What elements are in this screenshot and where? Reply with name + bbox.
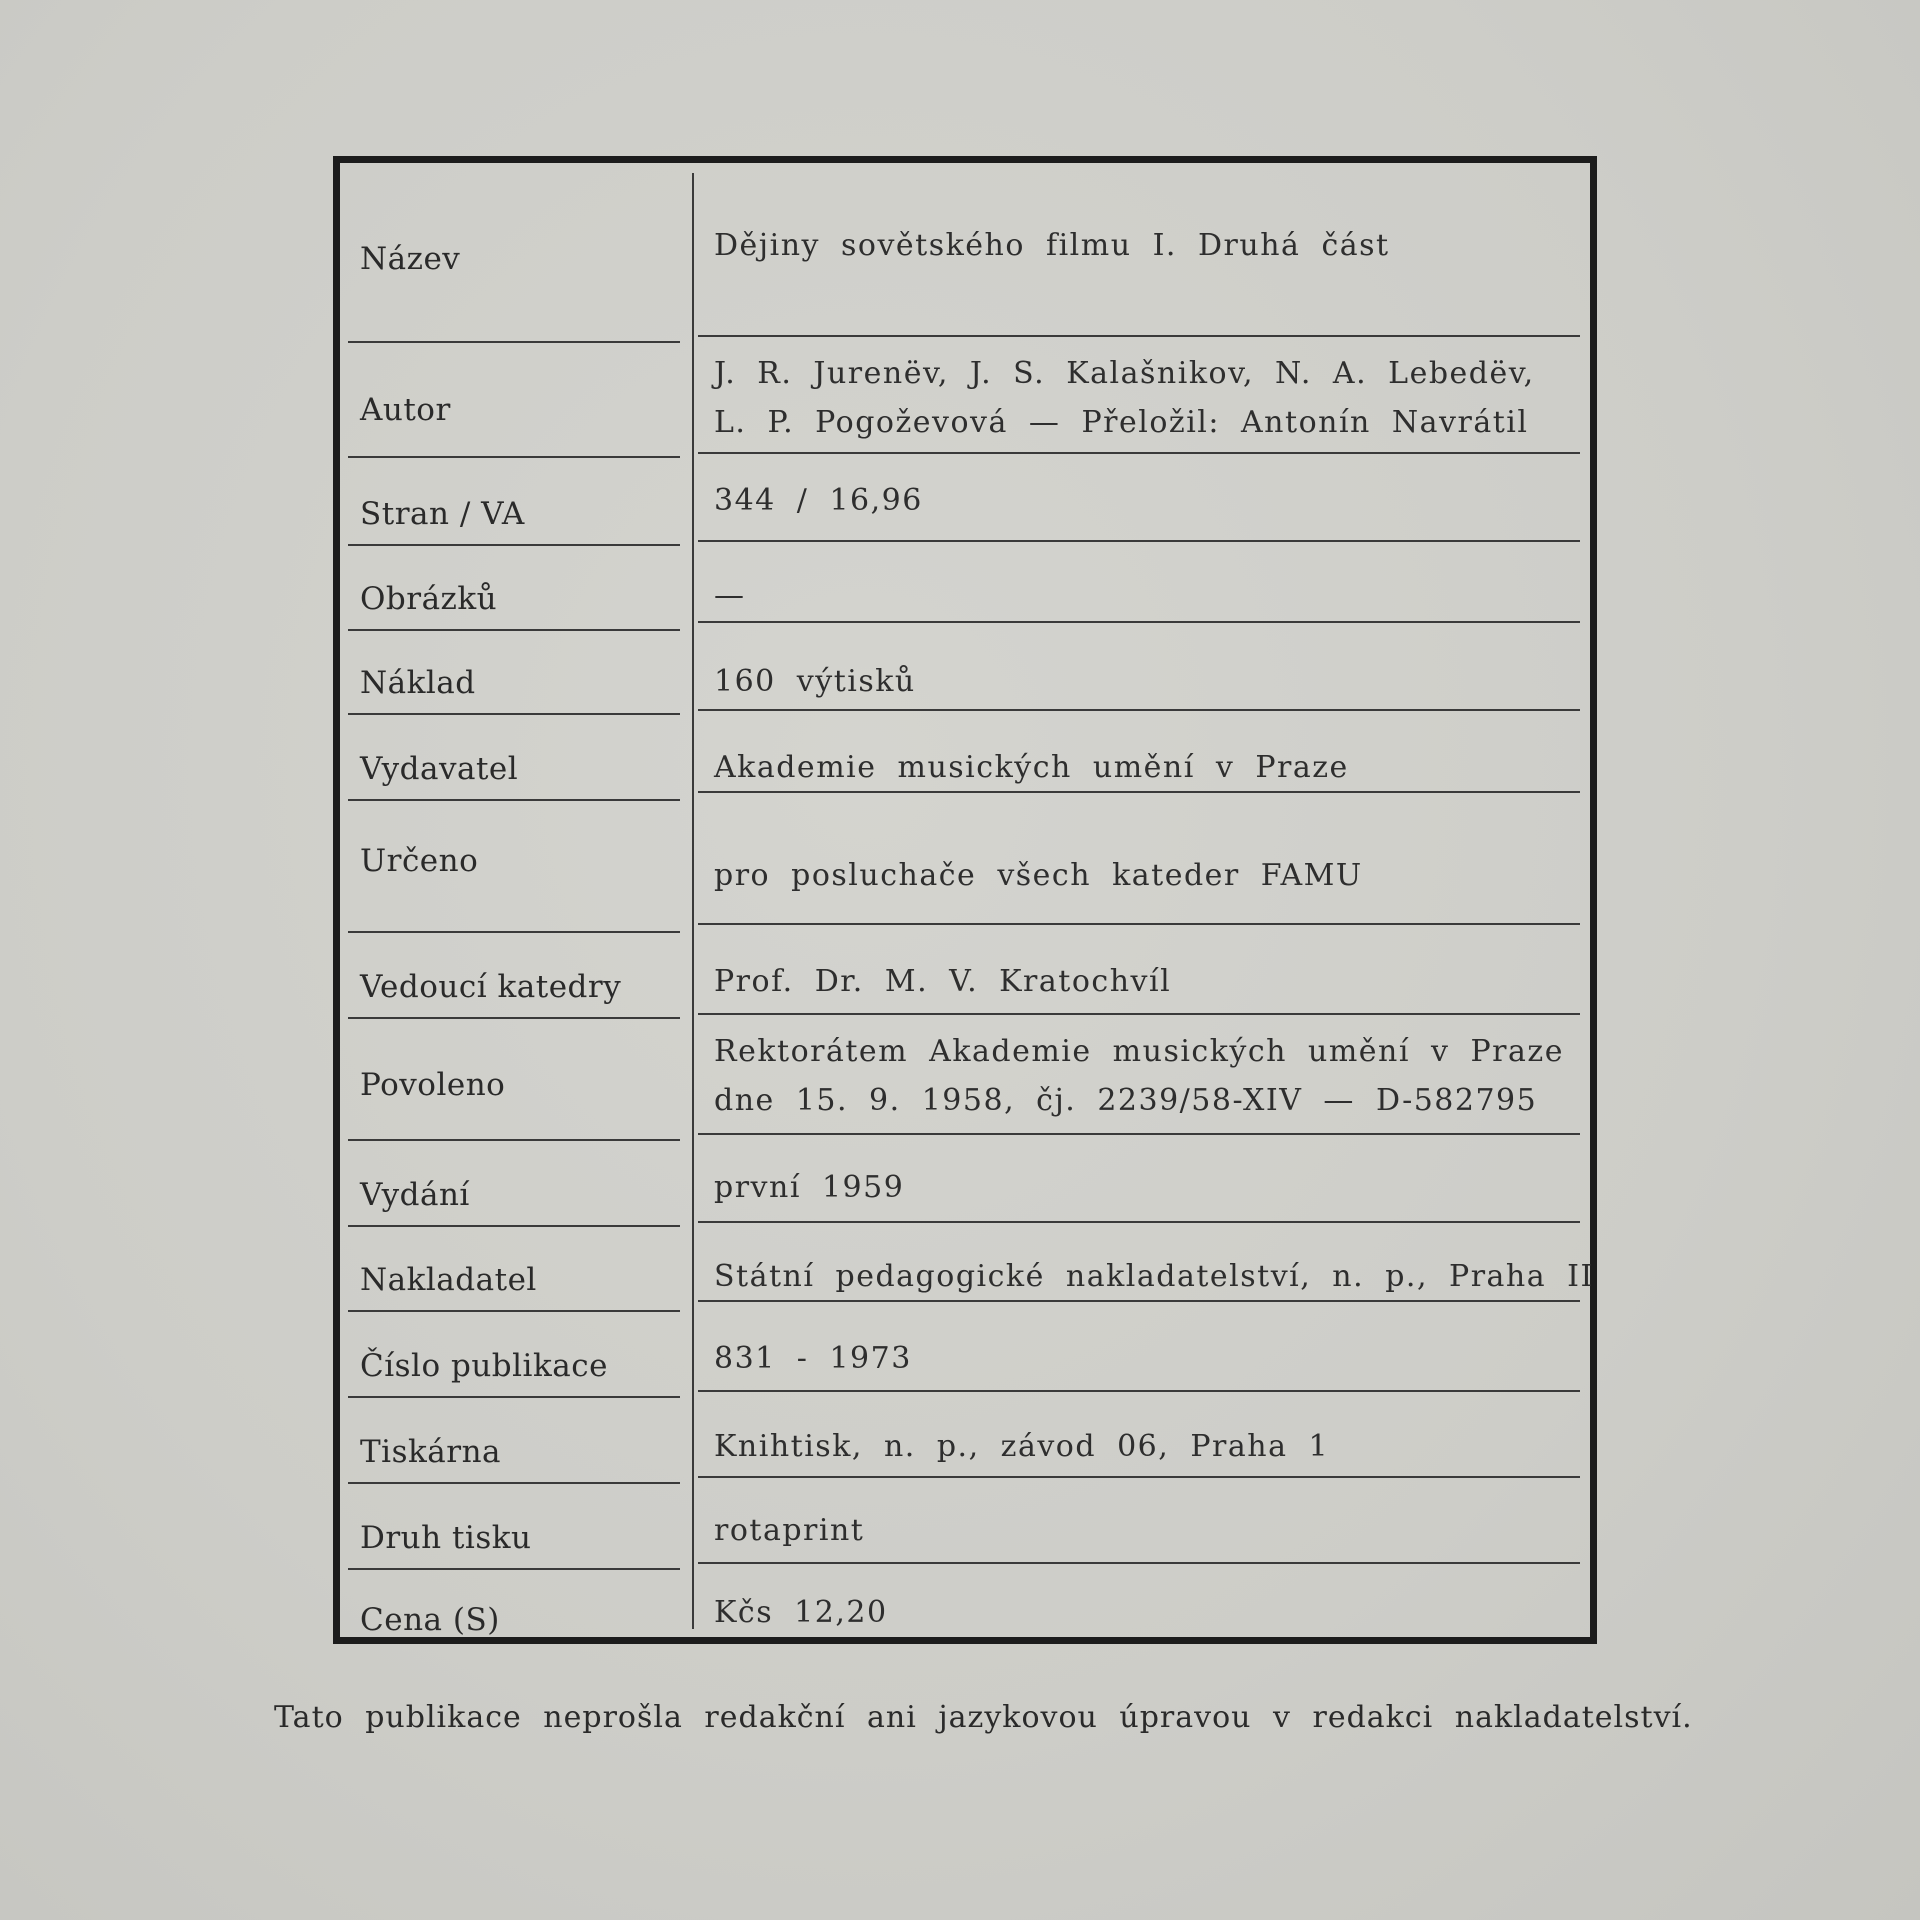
value-cell: [698, 458, 1580, 542]
value-cell: [698, 1019, 1580, 1135]
label-cell: [348, 546, 680, 631]
row-label: Vydavatel: [360, 751, 519, 787]
label-cell: [348, 933, 680, 1019]
row-value: rotaprint: [714, 1513, 865, 1548]
row-value: 831 - 1973: [714, 1341, 912, 1376]
row-value: [714, 349, 1535, 447]
row-cena: [340, 1570, 1590, 1644]
row-label: Nakladatel: [360, 1262, 537, 1298]
label-cell: [348, 1570, 680, 1644]
row-nazev: [340, 171, 1590, 343]
label-cell: [348, 631, 680, 715]
row-value: 160 výtisků: [714, 664, 916, 699]
row-vydavatel: [340, 715, 1590, 801]
row-value: —: [714, 578, 746, 613]
value-line: Rektorátem Akademie musických umění v Praze: [714, 1034, 1564, 1069]
row-label: Druh tisku: [360, 1520, 532, 1556]
row-value: [714, 221, 1390, 270]
row-value: Prof. Dr. M. V. Kratochvíl: [714, 964, 1172, 999]
row-label: Vedoucí katedry: [360, 969, 622, 1005]
row-druh: [340, 1484, 1590, 1570]
row-value: pro posluchače všech kateder FAMU: [714, 858, 1363, 893]
row-label: Určeno: [360, 843, 479, 879]
value-cell: [698, 1227, 1594, 1302]
value-cell: [698, 715, 1580, 793]
label-cell: [348, 171, 680, 343]
value-cell: [698, 933, 1580, 1015]
colophon-table: [333, 156, 1597, 1644]
row-autor: [340, 343, 1590, 458]
label-cell: [348, 1312, 680, 1398]
row-label: Vydání: [360, 1177, 470, 1213]
value-cell: [698, 631, 1580, 711]
row-naklad: [340, 631, 1590, 715]
value-line: Dějiny sovětského filmu I. Druhá část: [714, 228, 1390, 263]
row-label: Povoleno: [360, 1067, 506, 1103]
row-cislo: [340, 1312, 1590, 1398]
row-label: Náklad: [360, 665, 476, 701]
value-cell: [698, 801, 1580, 925]
row-label: Cena (S): [360, 1602, 500, 1638]
row-value: Knihtisk, n. p., závod 06, Praha 1: [714, 1429, 1330, 1464]
row-label: Tiskárna: [360, 1434, 502, 1470]
row-value: první 1959: [714, 1170, 905, 1205]
row-vydani: [340, 1141, 1590, 1227]
label-cell: [348, 801, 680, 933]
label-cell: [348, 715, 680, 801]
label-cell: [348, 343, 680, 458]
row-label: Obrázků: [360, 581, 498, 617]
value-cell: [698, 1570, 1580, 1644]
value-cell: [698, 171, 1580, 337]
row-value: Kčs 12,20: [714, 1595, 888, 1630]
row-label: Číslo publikace: [360, 1348, 608, 1384]
label-cell: [348, 1227, 680, 1312]
row-urceno: [340, 801, 1590, 933]
label-cell: [348, 1398, 680, 1484]
row-vedouci: [340, 933, 1590, 1019]
value-cell: [698, 546, 1580, 623]
value-cell: [698, 1312, 1580, 1392]
row-stran: [340, 458, 1590, 546]
row-value: 344 / 16,96: [714, 483, 923, 518]
value-cell: [698, 1484, 1580, 1564]
value-cell: [698, 1398, 1580, 1478]
label-cell: [348, 1484, 680, 1570]
row-obrazku: [340, 546, 1590, 631]
row-value: Akademie musických umění v Praze: [714, 750, 1349, 785]
row-label: Autor: [360, 392, 451, 428]
footnote: Tato publikace neprošla redakční ani jazykovou úpravou v redakci nakladatelství.: [274, 1700, 1693, 1735]
row-label: Název: [360, 241, 461, 277]
row-value: [714, 1027, 1564, 1125]
row-povoleno: [340, 1019, 1590, 1141]
row-value: Státní pedagogické nakladatelství, n. p., Praha II: [714, 1259, 1594, 1294]
label-cell: [348, 458, 680, 546]
label-cell: [348, 1019, 680, 1141]
value-line: L. P. Pogoževová — Přeložil: Antonín Navrátil: [714, 405, 1529, 440]
value-line: dne 15. 9. 1958, čj. 2239/58-XIV — D-582795: [714, 1083, 1538, 1118]
value-cell: [698, 1141, 1580, 1223]
label-cell: [348, 1141, 680, 1227]
row-label: Stran / VA: [360, 496, 525, 532]
row-nakladatel: [340, 1227, 1594, 1312]
row-tiskarna: [340, 1398, 1590, 1484]
value-line: J. R. Jurenëv, J. S. Kalašnikov, N. A. Lebedëv,: [714, 356, 1535, 391]
value-cell: [698, 343, 1580, 454]
